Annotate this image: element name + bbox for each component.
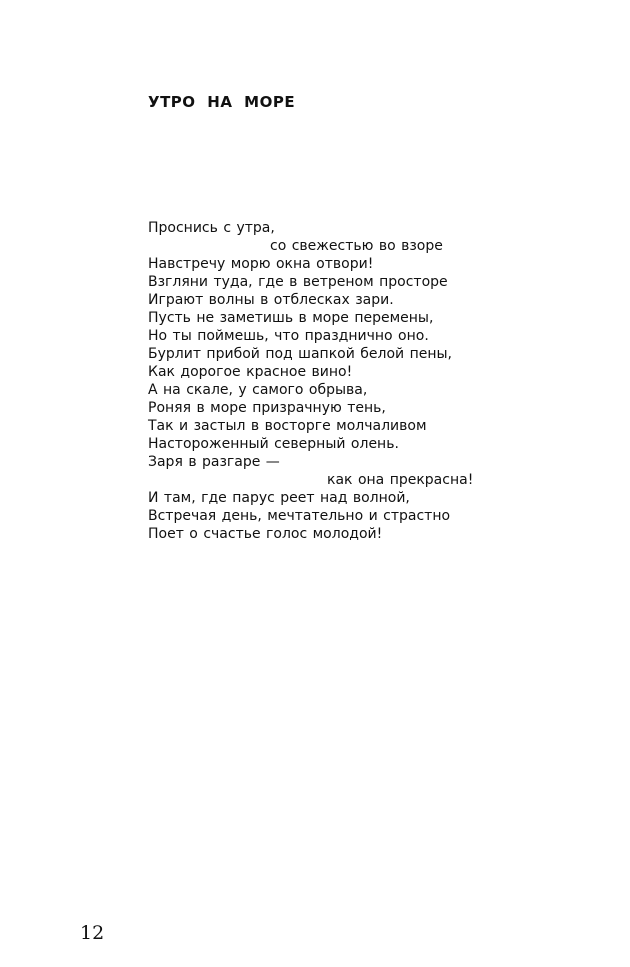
page-number: 12 xyxy=(80,922,105,944)
poem-line: Как дорогое красное вино! xyxy=(148,364,353,380)
poem-line: Поет о счастье голос молодой! xyxy=(148,526,383,542)
poem-line: со свежестью во взоре xyxy=(270,238,443,254)
poem-title: УТРО НА МОРЕ xyxy=(148,93,296,111)
poem-line: Настороженный северный олень. xyxy=(148,436,399,452)
poem-line: Но ты поймешь, что празднично оно. xyxy=(148,328,429,344)
poem-line: Бурлит прибой под шапкой белой пены, xyxy=(148,346,453,362)
poem-line: Играют волны в отблесках зари. xyxy=(148,292,394,308)
poem-line: Пусть не заметишь в море перемены, xyxy=(148,310,434,326)
poem-line: Навстречу морю окна отвори! xyxy=(148,256,374,272)
poem-line: Проснись с утра, xyxy=(148,220,275,236)
poem-line: Так и застыл в восторге молчаливом xyxy=(148,418,427,434)
poem-line: как она прекрасна! xyxy=(327,472,474,488)
poem-line: Встречая день, мечтательно и страстно xyxy=(148,508,451,524)
poem-line: Роняя в море призрачную тень, xyxy=(148,400,386,416)
poem-line: Взгляни туда, где в ветреном просторе xyxy=(148,274,448,290)
poem-body xyxy=(148,219,528,543)
poem-line: И там, где парус реет над волной, xyxy=(148,490,410,506)
poem-line: А на скале, у самого обрыва, xyxy=(148,382,368,398)
poem-line: Заря в разгаре — xyxy=(148,454,280,470)
